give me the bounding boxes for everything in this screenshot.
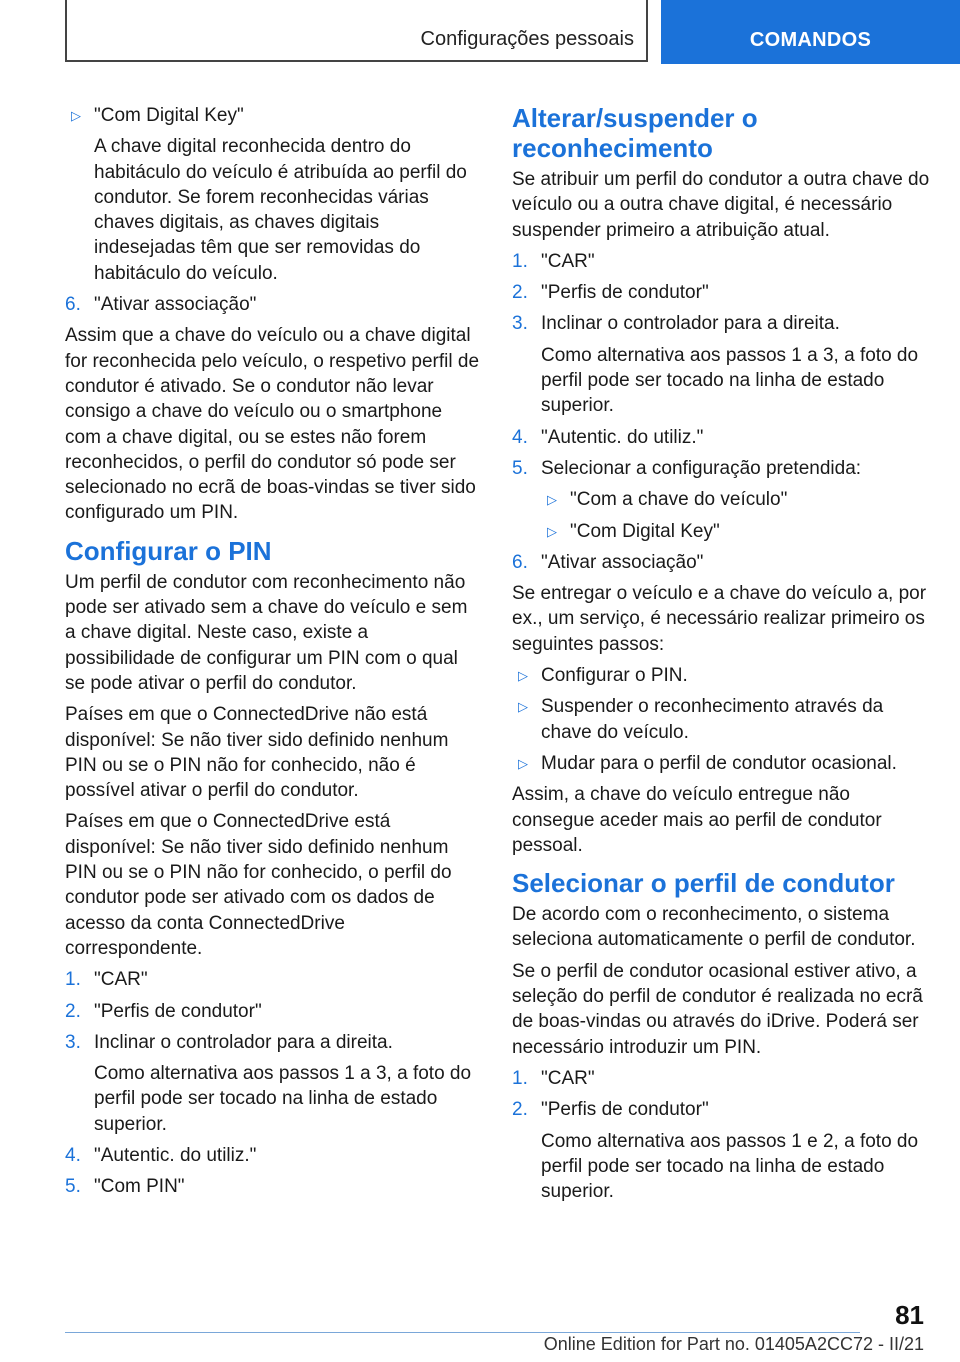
step-number: 3. (65, 1031, 81, 1053)
list-item: 5. Selecionar a configuração pretendida: (512, 456, 932, 481)
header-section-label: COMANDOS (749, 29, 872, 51)
right-column (512, 103, 932, 1210)
sub-list-item: ▷ "Com Digital Key" (512, 519, 932, 544)
list-item: ▷ Mudar para o perfil de condutor ocasional. (512, 751, 932, 776)
list-item-note: Como alternativa aos passos 1 a 3, a foto do perfil pode ser tocado na linha de estado superior. (94, 1063, 472, 1135)
list-item: 6. "Ativar associação" (65, 292, 480, 317)
list-item: 1. "CAR" (65, 967, 480, 992)
section-heading: Alterar/suspender o reconhecimento (512, 103, 758, 163)
step-number: 6. (65, 294, 81, 316)
step-number: 3. (512, 313, 528, 335)
paragraph: Se entregar o veículo e a chave do veículo a, por ex., um serviço, é necessário realizar primeiro os seguintes passos: (512, 583, 927, 655)
list-item-note: Como alternativa aos passos 1 a 3, a foto do perfil pode ser tocado na linha de estado superior. (541, 344, 919, 417)
paragraph: Se atribuir um perfil do condutor a outra chave do veículo ou a outra chave digital, é necessário suspender primeiro a atribuição atual. (512, 169, 930, 241)
step-number: 5. (512, 457, 528, 479)
list-item: 3. Inclinar o controlador para a direita. (65, 1030, 480, 1055)
triangle-bullet-icon: ▷ (518, 668, 528, 684)
paragraph: Países em que o ConnectedDrive está disponível: Se não tiver sido definido nenhum PIN ou se o PIN não for conhecido, o perfil do condutor pode ser ativado com os dados de acesso da conta ConnectedDrive correspondente. (65, 811, 452, 959)
section-heading: Configurar o PIN (65, 535, 272, 566)
step-number: 4. (512, 426, 528, 448)
list-item: 6. "Ativar associação" (512, 550, 932, 575)
list-item: ▷ "Com Digital Key" (65, 103, 480, 128)
list-item: 2. "Perfis de condutor" (65, 999, 480, 1024)
list-item: ▷ Configurar o PIN. (512, 663, 932, 688)
list-item-note: Como alternativa aos passos 1 e 2, a foto do perfil pode ser tocado na linha de estado superior. (541, 1130, 919, 1203)
paragraph: De acordo com o reconhecimento, o sistema seleciona automaticamente o perfil de condutor. (512, 904, 916, 951)
left-column (65, 103, 480, 1206)
step-number: 2. (512, 282, 528, 304)
footer-edition: Online Edition for Part no. 01405A2CC72 - II/21 (543, 1334, 924, 1354)
step-number: 5. (65, 1176, 81, 1198)
list-item: 1. "CAR" (512, 1066, 932, 1091)
list-item: 2. "Perfis de condutor" (512, 280, 932, 305)
list-item: 5. "Com PIN" (65, 1174, 480, 1199)
paragraph: Um perfil de condutor com reconhecimento não pode ser ativado sem a chave do veículo e sem a chave digital. Neste caso, existe a possibilidade de configurar um PIN com o qual se pode ativar o perfil do condutor. (65, 571, 468, 694)
list-item-note: A chave digital reconhecida dentro do habitáculo do veículo é atribuída ao perfil do condutor. Se forem reconhecidas várias chaves digitais, as chaves digitais indesejadas têm que ser removidas do habitáculo do veículo. (94, 136, 467, 284)
triangle-bullet-icon: ▷ (547, 523, 557, 539)
step-number: 2. (512, 1099, 528, 1121)
list-item: 1. "CAR" (512, 249, 932, 274)
step-number: 4. (65, 1144, 81, 1166)
section-heading: Selecionar o perfil de condutor (512, 868, 895, 899)
paragraph: Assim que a chave do veículo ou a chave digital for reconhecida pelo veículo, o respetivo perfil de condutor é ativado. Se o condutor não levar consigo a chave do veículo ou o smartphone com a chave digital, ou se estes não forem reconhecidos, o perfil do condutor só pode ser selecionado no ecrã de boas-vindas se tiver sido configurado um PIN. (65, 325, 480, 524)
paragraph: Países em que o ConnectedDrive não está disponível: Se não tiver sido definido nenhum PIN ou se o PIN não for conhecido, não é possível ativar o perfil do condutor. (65, 704, 449, 802)
step-number: 1. (512, 250, 528, 272)
step-number: 1. (512, 1067, 528, 1089)
triangle-bullet-icon: ▷ (518, 699, 528, 715)
step-number: 2. (65, 1000, 81, 1022)
list-item: 2. "Perfis de condutor" (512, 1097, 932, 1122)
header-section-tab (661, 0, 960, 64)
footer-divider (65, 1332, 860, 1333)
step-number: 1. (65, 969, 81, 991)
step-number: 6. (512, 551, 528, 573)
list-item: 3. Inclinar o controlador para a direita. (512, 311, 932, 336)
paragraph: Se o perfil de condutor ocasional estiver ativo, a seleção do perfil de condutor é realizada no ecrã de boas-vindas ou através do iDrive. Poderá ser necessário introduzir um PIN. (512, 960, 923, 1058)
triangle-bullet-icon: ▷ (547, 492, 557, 508)
header-title-box (65, 0, 648, 62)
list-item: 4. "Autentic. do utiliz." (65, 1143, 480, 1168)
triangle-bullet-icon: ▷ (518, 755, 528, 771)
page-number: 81 (895, 1300, 924, 1330)
triangle-bullet-icon: ▷ (71, 108, 81, 123)
sub-list-item: ▷ "Com a chave do veículo" (512, 487, 932, 512)
header-title: Configurações pessoais (420, 28, 634, 50)
list-item: ▷ Suspender o reconhecimento através da chave do veículo. (518, 696, 884, 743)
list-item: 4. "Autentic. do utiliz." (512, 425, 932, 450)
paragraph: Assim, a chave do veículo entregue não consegue aceder mais ao perfil de condutor pessoal. (512, 784, 882, 856)
